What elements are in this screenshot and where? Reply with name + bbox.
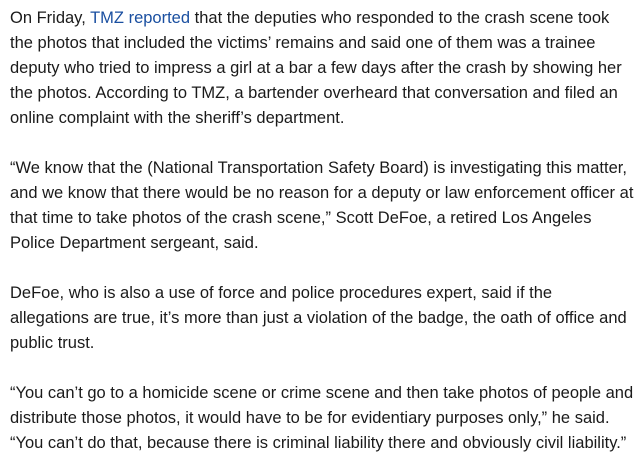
paragraph-homicide-quote: “You can’t go to a homicide scene or crime scene and then take photos of people and distribute those photos, it would have to be for evidentiary purposes only,” he said. “You can’t do that, because there is criminal liability there and obviously civil liability.”: [10, 384, 634, 452]
paragraph-tmz-report: [10, 6, 634, 131]
article-body: [10, 6, 634, 456]
paragraph-text: that the deputies who responded to the crash scene took the photos that included the victims’ remains and said one of them was a trainee deputy who tried to impress a girl at a bar a few days after the crash by showing her the photos. According to TMZ, a bartender overheard that conversation and filed an online complaint with the sheriff’s department.: [10, 9, 622, 127]
paragraph-text: On Friday,: [10, 9, 91, 27]
paragraph-ntsb-quote: “We know that the (National Transportation Safety Board) is investigating this matter, and we know that there would be no reason for a deputy or law enforcement officer at that time to take photos of the crash scene,” Scott DeFoe, a retired Los Angeles Police Department sergeant, said.: [10, 159, 634, 252]
tmz-reported-link[interactable]: TMZ reported: [90, 9, 191, 27]
paragraph-defoe-expert: DeFoe, who is also a use of force and police procedures expert, said if the allegations are true, it’s more than just a violation of the badge, the oath of office and public trust.: [10, 284, 627, 352]
